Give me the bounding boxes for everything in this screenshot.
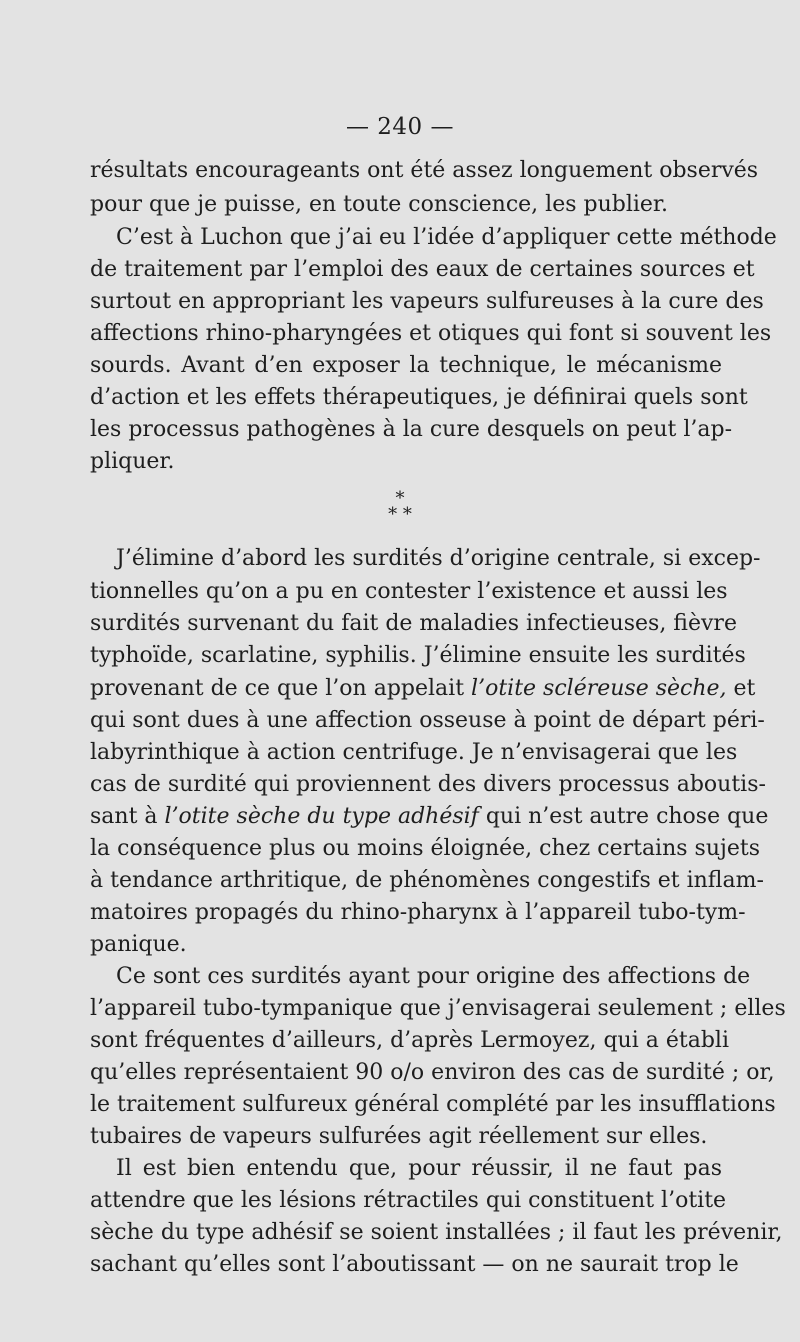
text-line: panique. — [90, 932, 187, 957]
text-line: sont fréquentes d’ailleurs, d’après Lermoyez, qui a établi — [90, 1028, 729, 1053]
separator-star-top: * — [395, 488, 405, 509]
text-line: tubaires de vapeurs sulfurées agit réellement sur elles. — [90, 1124, 708, 1149]
text-run: et — [726, 676, 756, 701]
text-line: typhoïde, scarlatine, syphilis. J’élimine ensuite les surdités — [90, 643, 746, 668]
text-line: C’est à Luchon que j’ai eu l’idée d’appliquer cette méthode — [116, 225, 777, 250]
text-line: qui sont dues à une affection osseuse à point de départ péri- — [90, 708, 765, 733]
italic-term: l’otite scléreuse sèche, — [471, 676, 727, 701]
text-line: l’appareil tubo-tympanique que j’envisagerai seulement ; elles — [90, 996, 786, 1021]
text-line: attendre que les lésions rétractiles qui constituent l’otite — [90, 1188, 727, 1213]
text-line: surdités survenant du fait de maladies infectieuses, fièvre — [90, 611, 737, 636]
text-line: d’action et les effets thérapeutiques, je définirai quels sont — [90, 385, 748, 410]
text-line: qu’elles représentaient 90 o/o environ des cas de surdité ; or, — [90, 1060, 775, 1085]
text-run: provenant de ce que l’on appelait — [90, 676, 472, 701]
page-number: — 240 — — [345, 114, 455, 140]
text-line: Il est bien entendu que, pour réussir, il ne faut pas — [116, 1156, 722, 1181]
text-line: J’élimine d’abord les surdités d’origine centrale, si excep- — [116, 546, 761, 571]
text-line: cas de surdité qui proviennent des divers processus aboutis- — [90, 772, 766, 797]
text-line: surtout en appropriant les vapeurs sulfureuses à la cure des — [90, 289, 764, 314]
text-line: Ce sont ces surdités ayant pour origine des affections de — [116, 964, 751, 989]
text-line-with-italic — [90, 800, 769, 834]
text-line: résultats encourageants ont été assez longuement observés — [90, 158, 759, 183]
text-line: sourds. Avant d’en exposer la technique, le mécanisme — [90, 353, 722, 378]
text-line: sèche du type adhésif se soient installées ; il faut les prévenir, — [90, 1220, 783, 1245]
text-line: labyrinthique à action centrifuge. Je n’envisagerai que les — [90, 740, 738, 765]
text-line-with-italic — [90, 672, 756, 706]
text-line: sachant qu’elles sont l’aboutissant — on ne saurait trop le — [90, 1252, 739, 1277]
text-line: matoires propagés du rhino-pharynx à l’appareil tubo-tym- — [90, 900, 746, 925]
text-line: pour que je puisse, en toute conscience, les publier. — [90, 192, 669, 217]
italic-term: l’otite sèche du type adhésif — [164, 804, 479, 829]
separator-stars-bottom: * * — [388, 504, 412, 525]
text-line: pliquer. — [90, 449, 175, 474]
text-run: qui n’est autre chose que — [478, 804, 769, 829]
text-line: la conséquence plus ou moins éloignée, chez certains sujets — [90, 836, 760, 861]
text-run: sant à — [90, 804, 165, 829]
text-line: affections rhino-pharyngées et otiques qui font si souvent les — [90, 321, 772, 346]
text-line: à tendance arthritique, de phénomènes congestifs et inflam- — [90, 868, 764, 893]
text-line: les processus pathogènes à la cure desquels on peut l’ap- — [90, 417, 733, 442]
text-line: le traitement sulfureux général complété par les insufflations — [90, 1092, 776, 1117]
text-line: de traitement par l’emploi des eaux de certaines sources et — [90, 257, 755, 282]
text-line: tionnelles qu’on a pu en contester l’existence et aussi les — [90, 579, 728, 604]
